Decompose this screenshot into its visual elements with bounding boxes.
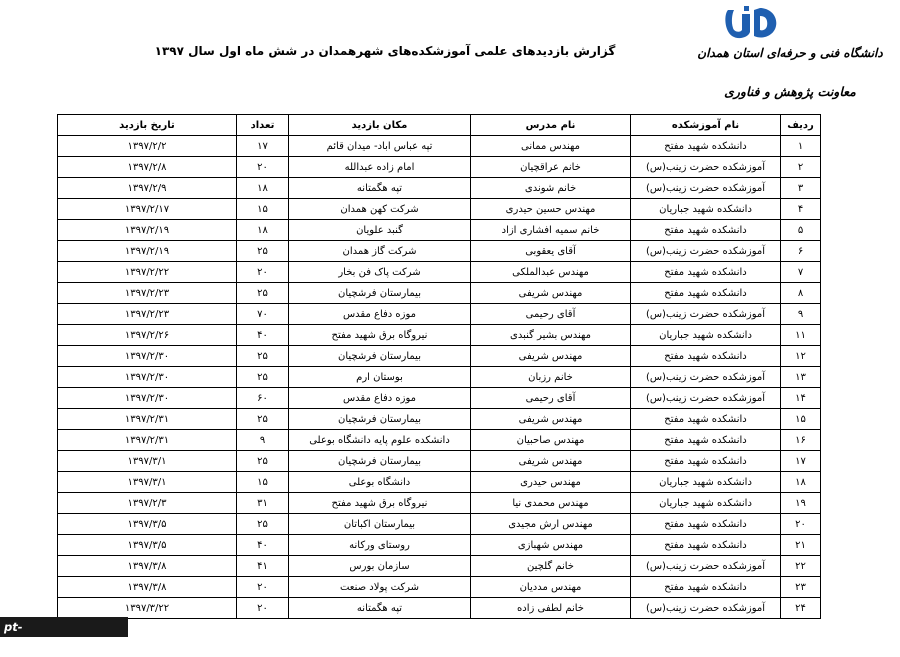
date-cell: ۱۳۹۷/۳/۸ — [58, 577, 237, 598]
table-row — [58, 577, 821, 598]
table-row — [58, 388, 821, 409]
table-row — [58, 556, 821, 577]
row-number-cell: ۱ — [781, 136, 821, 157]
table-row — [58, 283, 821, 304]
table-row — [58, 346, 821, 367]
date-cell: ۱۳۹۷/۲/۳۱ — [58, 409, 237, 430]
school-cell: دانشکده شهید مفتح — [631, 262, 781, 283]
instructor-cell: خانم شوندی — [471, 178, 631, 199]
instructor-cell: مهندس محمدی نیا — [471, 493, 631, 514]
row-number-cell: ۷ — [781, 262, 821, 283]
school-cell: دانشکده شهید مفتح — [631, 577, 781, 598]
row-number-cell: ۳ — [781, 178, 821, 199]
date-cell: ۱۳۹۷/۳/۸ — [58, 556, 237, 577]
date-cell: ۱۳۹۷/۲/۱۹ — [58, 220, 237, 241]
count-cell: ۹ — [237, 430, 289, 451]
table-row — [58, 157, 821, 178]
count-cell: ۴۰ — [237, 325, 289, 346]
place-cell: سازمان بورس — [289, 556, 471, 577]
count-cell: ۲۵ — [237, 241, 289, 262]
visits-table — [57, 114, 821, 619]
count-cell: ۴۱ — [237, 556, 289, 577]
table-row — [58, 136, 821, 157]
count-cell: ۲۰ — [237, 598, 289, 619]
count-cell: ۲۵ — [237, 514, 289, 535]
logo-block — [690, 4, 890, 109]
instructor-cell: مهندس شریفی — [471, 283, 631, 304]
deputy-name: معاونت پژوهش و فناوری — [724, 84, 856, 99]
count-cell: ۱۷ — [237, 136, 289, 157]
school-cell: دانشکده شهید مفتح — [631, 514, 781, 535]
count-cell: ۲۵ — [237, 283, 289, 304]
instructor-cell: مهندس ممانی — [471, 136, 631, 157]
col-header-count: تعداد — [237, 115, 289, 136]
count-cell: ۲۵ — [237, 367, 289, 388]
website-footer: pt-hamedan.tvu.ac.ir — [0, 617, 128, 637]
table-body — [58, 136, 821, 619]
date-cell: ۱۳۹۷/۲/۲۶ — [58, 325, 237, 346]
instructor-cell: خانم عراقچیان — [471, 157, 631, 178]
instructor-cell: مهندس شریفی — [471, 451, 631, 472]
school-cell: آموزشکده حضرت زینب(س) — [631, 556, 781, 577]
date-cell: ۱۳۹۷/۲/۳۰ — [58, 367, 237, 388]
table-row — [58, 535, 821, 556]
place-cell: شرکت پاک فن بخار — [289, 262, 471, 283]
school-cell: آموزشکده حضرت زینب(س) — [631, 598, 781, 619]
count-cell: ۲۵ — [237, 346, 289, 367]
place-cell: بیمارستان فرشچیان — [289, 283, 471, 304]
table-row — [58, 514, 821, 535]
place-cell: تپه عباس اباد- میدان قائم — [289, 136, 471, 157]
school-cell: دانشکده شهید جباریان — [631, 472, 781, 493]
school-cell: دانشکده شهید مفتح — [631, 451, 781, 472]
table-row — [58, 472, 821, 493]
count-cell: ۳۱ — [237, 493, 289, 514]
instructor-cell: خانم رزبان — [471, 367, 631, 388]
date-cell: ۱۳۹۷/۲/۱۹ — [58, 241, 237, 262]
col-header-row-number: ردیف — [781, 115, 821, 136]
row-number-cell: ۹ — [781, 304, 821, 325]
place-cell: شرکت گاز همدان — [289, 241, 471, 262]
place-cell: موزه دفاع مقدس — [289, 388, 471, 409]
row-number-cell: ۸ — [781, 283, 821, 304]
count-cell: ۶۰ — [237, 388, 289, 409]
table-row — [58, 262, 821, 283]
row-number-cell: ۱۲ — [781, 346, 821, 367]
count-cell: ۴۰ — [237, 535, 289, 556]
row-number-cell: ۱۶ — [781, 430, 821, 451]
instructor-cell: خانم گلچین — [471, 556, 631, 577]
place-cell: دانشکده علوم پایه دانشگاه بوعلی — [289, 430, 471, 451]
place-cell: موزه دفاع مقدس — [289, 304, 471, 325]
place-cell: شرکت کهن همدان — [289, 199, 471, 220]
instructor-cell: خانم سمیه افشاری ازاد — [471, 220, 631, 241]
row-number-cell: ۲۰ — [781, 514, 821, 535]
table-row — [58, 178, 821, 199]
school-cell: آموزشکده حضرت زینب(س) — [631, 157, 781, 178]
date-cell: ۱۳۹۷/۲/۳۰ — [58, 388, 237, 409]
row-number-cell: ۲۴ — [781, 598, 821, 619]
col-header-place: مکان بازدید — [289, 115, 471, 136]
table-row — [58, 409, 821, 430]
place-cell: گنبد علویان — [289, 220, 471, 241]
date-cell: ۱۳۹۷/۲/۳ — [58, 493, 237, 514]
date-cell: ۱۳۹۷/۳/۱ — [58, 472, 237, 493]
table-row — [58, 199, 821, 220]
date-cell: ۱۳۹۷/۳/۱ — [58, 451, 237, 472]
count-cell: ۲۵ — [237, 451, 289, 472]
date-cell: ۱۳۹۷/۲/۲ — [58, 136, 237, 157]
date-cell: ۱۳۹۷/۳/۵ — [58, 514, 237, 535]
instructor-cell: مهندس شریفی — [471, 346, 631, 367]
university-name: دانشگاه فنی و حرفه‌ای استان همدان — [697, 46, 883, 60]
school-cell: آموزشکده حضرت زینب(س) — [631, 241, 781, 262]
instructor-cell: خانم لطفی زاده — [471, 598, 631, 619]
place-cell: بوستان ارم — [289, 367, 471, 388]
table-row — [58, 451, 821, 472]
date-cell: ۱۳۹۷/۲/۲۲ — [58, 262, 237, 283]
table-header-row — [58, 115, 821, 136]
date-cell: ۱۳۹۷/۳/۲۲ — [58, 598, 237, 619]
school-cell: دانشکده شهید مفتح — [631, 535, 781, 556]
place-cell: نیروگاه برق شهید مفتح — [289, 493, 471, 514]
instructor-cell: آقای رحیمی — [471, 304, 631, 325]
instructor-cell: مهندس بشیر گنبدی — [471, 325, 631, 346]
col-header-school: نام آموزشکده — [631, 115, 781, 136]
instructor-cell: مهندس مددیان — [471, 577, 631, 598]
row-number-cell: ۱۴ — [781, 388, 821, 409]
place-cell: بیمارستان فرشچیان — [289, 451, 471, 472]
row-number-cell: ۱۷ — [781, 451, 821, 472]
count-cell: ۱۵ — [237, 199, 289, 220]
row-number-cell: ۲ — [781, 157, 821, 178]
row-number-cell: ۱۱ — [781, 325, 821, 346]
row-number-cell: ۴ — [781, 199, 821, 220]
place-cell: بیمارستان اکباتان — [289, 514, 471, 535]
row-number-cell: ۱۹ — [781, 493, 821, 514]
table-row — [58, 304, 821, 325]
instructor-cell: مهندس شریفی — [471, 409, 631, 430]
place-cell: امام زاده عبدالله — [289, 157, 471, 178]
row-number-cell: ۵ — [781, 220, 821, 241]
date-cell: ۱۳۹۷/۲/۲۳ — [58, 304, 237, 325]
place-cell: روستای ورکانه — [289, 535, 471, 556]
school-cell: دانشکده شهید مفتح — [631, 283, 781, 304]
instructor-cell: مهندس شهبازی — [471, 535, 631, 556]
date-cell: ۱۳۹۷/۳/۵ — [58, 535, 237, 556]
date-cell: ۱۳۹۷/۲/۹ — [58, 178, 237, 199]
table-row — [58, 241, 821, 262]
instructor-cell: مهندس حیدری — [471, 472, 631, 493]
school-cell: دانشکده شهید جباریان — [631, 493, 781, 514]
row-number-cell: ۲۱ — [781, 535, 821, 556]
row-number-cell: ۱۵ — [781, 409, 821, 430]
count-cell: ۲۰ — [237, 577, 289, 598]
school-cell: دانشکده شهید مفتح — [631, 409, 781, 430]
report-title: گزارش بازدیدهای علمی آموزشکده‌های شهرهمدان در شش ماه اول سال ۱۳۹۷ — [154, 44, 616, 58]
row-number-cell: ۲۳ — [781, 577, 821, 598]
school-cell: دانشکده شهید مفتح — [631, 136, 781, 157]
table-row — [58, 220, 821, 241]
date-cell: ۱۳۹۷/۲/۳۱ — [58, 430, 237, 451]
school-cell: آموزشکده حضرت زینب(س) — [631, 304, 781, 325]
row-number-cell: ۶ — [781, 241, 821, 262]
instructor-cell: آقای رحیمی — [471, 388, 631, 409]
count-cell: ۲۰ — [237, 262, 289, 283]
col-header-date: تاریخ بازدید — [58, 115, 237, 136]
table-row — [58, 367, 821, 388]
school-cell: دانشکده شهید مفتح — [631, 430, 781, 451]
date-cell: ۱۳۹۷/۲/۳۰ — [58, 346, 237, 367]
row-number-cell: ۱۸ — [781, 472, 821, 493]
date-cell: ۱۳۹۷/۲/۸ — [58, 157, 237, 178]
instructor-cell: مهندس عبدالملکی — [471, 262, 631, 283]
school-cell: دانشکده شهید مفتح — [631, 346, 781, 367]
university-logo-icon — [720, 4, 780, 44]
place-cell: بیمارستان فرشچیان — [289, 409, 471, 430]
col-header-instructor: نام مدرس — [471, 115, 631, 136]
count-cell: ۱۸ — [237, 178, 289, 199]
table-row — [58, 493, 821, 514]
table-row — [58, 430, 821, 451]
place-cell: بیمارستان فرشچیان — [289, 346, 471, 367]
instructor-cell: آقای یعقوبی — [471, 241, 631, 262]
row-number-cell: ۱۳ — [781, 367, 821, 388]
school-cell: دانشکده شهید جباریان — [631, 199, 781, 220]
count-cell: ۲۰ — [237, 157, 289, 178]
date-cell: ۱۳۹۷/۲/۱۷ — [58, 199, 237, 220]
instructor-cell: مهندس حسین حیدری — [471, 199, 631, 220]
school-cell: آموزشکده حضرت زینب(س) — [631, 178, 781, 199]
table-row — [58, 598, 821, 619]
count-cell: ۱۸ — [237, 220, 289, 241]
school-cell: آموزشکده حضرت زینب(س) — [631, 388, 781, 409]
school-cell: آموزشکده حضرت زینب(س) — [631, 367, 781, 388]
count-cell: ۲۵ — [237, 409, 289, 430]
instructor-cell: مهندس صاحبیان — [471, 430, 631, 451]
school-cell: دانشکده شهید جباریان — [631, 325, 781, 346]
date-cell: ۱۳۹۷/۲/۲۳ — [58, 283, 237, 304]
row-number-cell: ۲۲ — [781, 556, 821, 577]
instructor-cell: مهندس ارش مجیدی — [471, 514, 631, 535]
table-row — [58, 325, 821, 346]
school-cell: دانشکده شهید مفتح — [631, 220, 781, 241]
count-cell: ۷۰ — [237, 304, 289, 325]
place-cell: تپه هگمتانه — [289, 598, 471, 619]
count-cell: ۱۵ — [237, 472, 289, 493]
place-cell: دانشگاه بوعلی — [289, 472, 471, 493]
place-cell: تپه هگمتانه — [289, 178, 471, 199]
place-cell: شرکت پولاد صنعت — [289, 577, 471, 598]
place-cell: نیروگاه برق شهید مفتح — [289, 325, 471, 346]
